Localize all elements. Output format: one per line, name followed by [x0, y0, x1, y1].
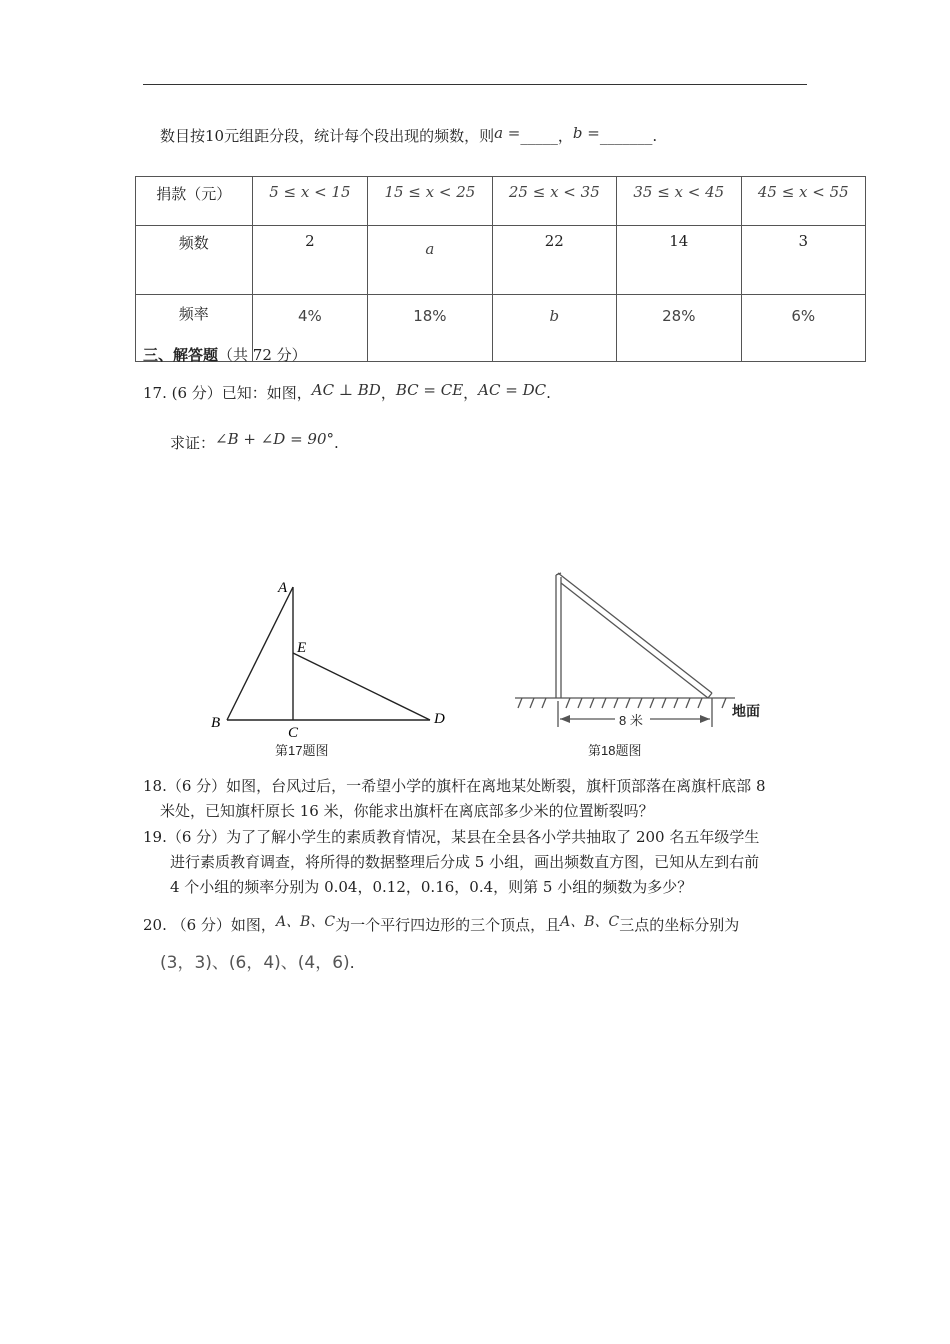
section-note: （共 72 分） — [218, 346, 307, 364]
freq-cell: a — [368, 226, 493, 295]
blank-b[interactable]: _______ — [599, 127, 653, 145]
fig18-caption: 第18题图 — [588, 743, 642, 758]
q18-line-1: 18.（6 分）如图，台风过后，一希望小学的旗杆在离地某处断裂，旗杆顶部落在离旗杆底部 8 — [143, 777, 766, 795]
intro-text: 数目按10元组距分段，统计每个段出现的频数，则 — [160, 127, 495, 145]
freq-row — [136, 226, 866, 295]
q20-middle: 为一个平行四边形的三个顶点，且 — [335, 916, 561, 934]
header-cell: 45 ≤ x < 55 — [741, 177, 865, 226]
b-expression: b = — [572, 124, 600, 142]
freq-cell: 3 — [741, 226, 865, 295]
q17-condition-3: AC = DC — [478, 381, 547, 399]
edge-AB — [227, 587, 293, 720]
rate-label: 频率 — [136, 295, 253, 362]
figure-18 — [510, 565, 775, 745]
arrow-left-icon — [560, 715, 570, 723]
section-heading — [143, 345, 307, 365]
intro-end: . — [652, 127, 658, 145]
label-D: D — [434, 711, 445, 727]
rate-cell: b — [492, 295, 616, 362]
q20-end: 三点的坐标分别为 — [619, 916, 740, 934]
q17-end: . — [546, 384, 551, 402]
frequency-table — [135, 176, 866, 362]
q20-prefix: 20. （6 分）如图， — [143, 916, 276, 934]
rate-cell: 4% — [252, 295, 368, 362]
q19-line-3: 4 个小组的频率分别为 0.04，0.12，0.16，0.4，则第 5 小组的频数为多少？ — [170, 878, 693, 896]
table-header-row — [136, 177, 866, 226]
q17-prove-end: . — [334, 434, 339, 452]
rate-cell: 18% — [368, 295, 493, 362]
rate-cell: 6% — [741, 295, 865, 362]
question-17 — [143, 383, 551, 403]
q17-separator: ， — [463, 384, 479, 402]
q17-prove-line — [170, 430, 339, 453]
label-B: B — [211, 715, 221, 731]
q17-prove-statement: ∠B + ∠D = 90° — [215, 430, 334, 448]
arrow-right-icon — [700, 715, 710, 723]
q18-line-2: 米处，已知旗杆原长 16 米，你能求出旗杆在离底部多少米的位置断裂吗？ — [160, 802, 654, 820]
label-C: C — [288, 725, 299, 741]
length-label: 8 米 — [619, 713, 643, 728]
freq-cell: 14 — [617, 226, 742, 295]
intro-separator: ， — [557, 127, 573, 145]
q20-coords-end: . — [349, 954, 355, 972]
q17-condition-2: BC = CE — [395, 381, 464, 399]
header-rule — [143, 84, 807, 85]
rate-cell: 28% — [617, 295, 742, 362]
blank-a[interactable]: _____ — [520, 127, 558, 145]
q20-coordinates: (3，3)、(6，4)、(4，6) — [160, 953, 350, 973]
header-cell: 35 ≤ x < 45 — [617, 177, 742, 226]
ground-label: 地面 — [732, 703, 760, 719]
freq-label: 频数 — [136, 226, 253, 295]
freq-cell: 2 — [252, 226, 368, 295]
header-cell: 15 ≤ x < 25 — [368, 177, 493, 226]
section-title: 三、解答题 — [143, 346, 219, 364]
q17-condition-1: AC ⊥ BD — [311, 381, 381, 399]
edge-ED — [293, 653, 430, 720]
q20-coords-line — [160, 953, 354, 973]
header-cell: 5 ≤ x < 15 — [252, 177, 368, 226]
q20-points-2: A、B、C — [560, 914, 620, 930]
header-cell: 捐款（元） — [136, 177, 253, 226]
figure-17 — [200, 570, 460, 770]
question-20 — [143, 915, 739, 936]
broken-part-upper — [558, 573, 712, 693]
broken-part-lower — [561, 583, 708, 698]
label-A: A — [278, 580, 288, 596]
freq-cell: 22 — [492, 226, 616, 295]
intro-line — [160, 126, 657, 146]
q19-line-1: 19.（6 分）为了了解小学生的素质教育情况，某县在全县各小学共抽取了 200 名五年级学生 — [143, 828, 760, 846]
q17-prefix: 17. (6 分）已知：如图， — [143, 384, 312, 402]
label-E: E — [297, 640, 307, 656]
q19-line-2: 进行素质教育调查，将所得的数据整理后分成 5 小组，画出频数直方图，已知从左到右前 — [170, 853, 760, 871]
q17-separator: ， — [380, 384, 396, 402]
q20-points-1: A、B、C — [275, 914, 336, 930]
fig17-caption: 第17题图 — [275, 743, 329, 758]
ground-hatch — [518, 698, 726, 708]
a-expression: a = — [494, 124, 521, 142]
header-cell: 25 ≤ x < 35 — [492, 177, 616, 226]
q17-prove-label: 求证： — [170, 434, 216, 452]
